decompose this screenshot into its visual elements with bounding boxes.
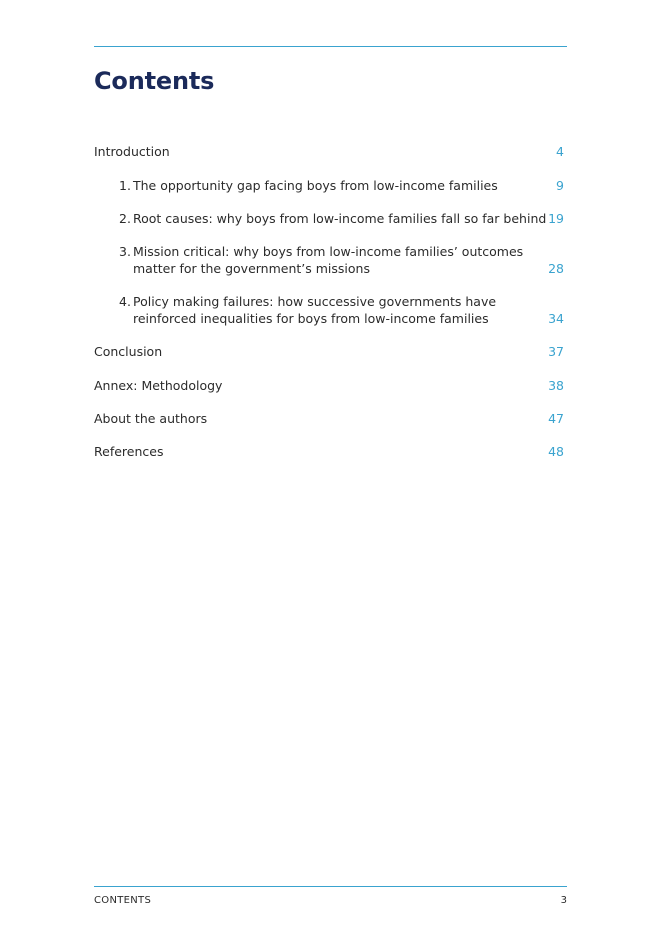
toc-entry-text-line: Mission critical: why boys from low-income families’ outcomes: [133, 244, 524, 259]
toc-entry-number: 4.: [119, 294, 131, 309]
toc-entry-page: 38: [548, 378, 564, 393]
toc-entry-text-line: Root causes: why boys from low-income families fall so far behind: [133, 211, 547, 226]
toc-entry-label: Conclusion: [94, 344, 163, 359]
page-title: Contents: [94, 67, 215, 95]
toc-entry-label: References: [94, 444, 164, 459]
toc-entry-text-line: Policy making failures: how successive governments have: [133, 294, 497, 309]
toc-entry-page: 48: [548, 444, 564, 459]
toc-entry-label: Annex: Methodology: [94, 378, 223, 393]
toc-entry-page: 28: [548, 261, 564, 276]
toc-entry-label: [119, 210, 559, 227]
toc-entry-number: 1.: [119, 178, 131, 193]
toc-entry-text-line: The opportunity gap facing boys from low-income families: [133, 178, 498, 193]
toc-entry-label: About the authors: [94, 411, 208, 426]
toc-entry-text-line: matter for the government’s missions: [133, 261, 370, 276]
toc-entry-page: 34: [548, 311, 564, 326]
toc-entry-page: 19: [548, 211, 564, 226]
toc-entry-page: 9: [556, 178, 564, 193]
footer-section-label: CONTENTS: [94, 895, 152, 906]
toc-entry-text-line: reinforced inequalities for boys from low-income families: [133, 311, 489, 326]
toc-entry-number: 3.: [119, 244, 131, 259]
toc-entry-page: 4: [556, 144, 564, 159]
toc-entry-text: [133, 293, 496, 327]
toc-entry-label: [119, 177, 559, 194]
toc-entry-page: 47: [548, 411, 564, 426]
toc-entry-page: 37: [548, 344, 564, 359]
toc-entry-label: Introduction: [94, 144, 170, 159]
toc-entry-number: 2.: [119, 211, 131, 226]
footer-page-number: 3: [560, 895, 567, 906]
toc-entry-text: [133, 210, 546, 227]
toc-entry-text: [133, 243, 523, 277]
footer-rule: [94, 886, 567, 887]
toc-entry-text: [133, 177, 498, 194]
